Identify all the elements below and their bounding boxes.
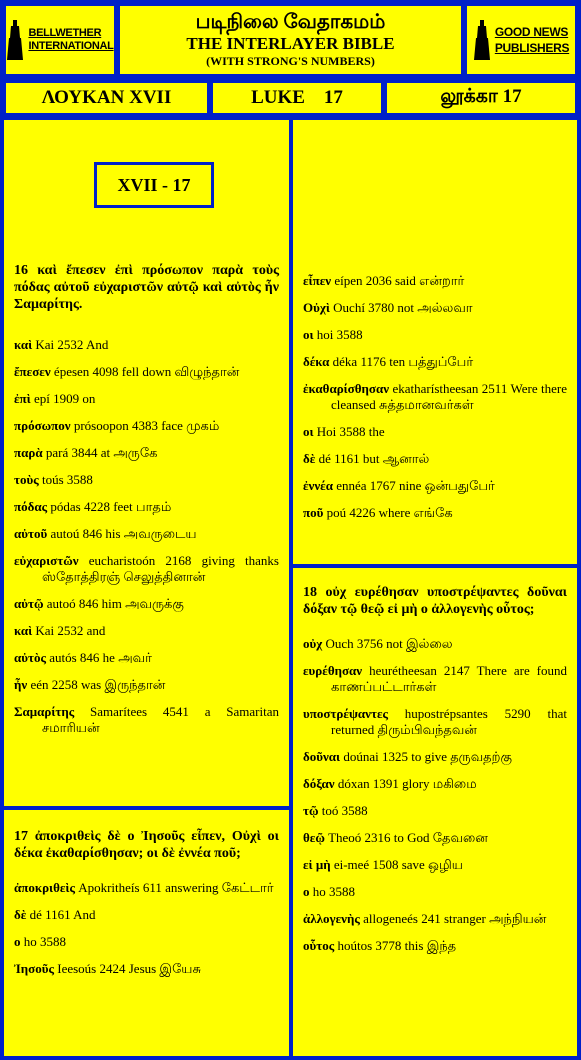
word-entry bbox=[303, 776, 567, 792]
word-gloss: dé 1161 but ஆனால் bbox=[315, 451, 430, 466]
word-gloss: autoó 846 him அவருக்கு bbox=[43, 596, 184, 611]
word-gloss: toó 3588 bbox=[318, 803, 368, 818]
tower-icon bbox=[6, 20, 24, 60]
title-subtitle: (WITH STRONG'S NUMBERS) bbox=[206, 54, 375, 68]
word-entry bbox=[14, 704, 279, 736]
logo-line-2: PUBLISHERS bbox=[494, 41, 570, 55]
title-block bbox=[117, 3, 464, 77]
word-entry bbox=[303, 505, 567, 521]
word-gloss: Samarítees 4541 a Samaritan சமாரியன் bbox=[42, 704, 279, 735]
greek-word: δὲ bbox=[14, 907, 27, 922]
greek-word: τῷ bbox=[303, 803, 319, 818]
word-gloss: Theoó 2316 to God தேவனை bbox=[324, 830, 488, 845]
word-gloss: autoú 846 his அவருடைய bbox=[47, 526, 197, 541]
greek-word: ευρέθησαν bbox=[303, 663, 363, 678]
word-entry bbox=[14, 418, 279, 434]
word-entry bbox=[14, 499, 279, 515]
word-entry bbox=[303, 424, 567, 440]
word-entry bbox=[14, 472, 279, 488]
word-gloss: heurétheesan 2147 There are found காணப்பட்டார்கள் bbox=[331, 663, 567, 694]
word-gloss: ennéa 1767 nine ஒன்பதுபேர் bbox=[332, 478, 495, 493]
greek-word: δόξαν bbox=[303, 776, 335, 791]
word-entry bbox=[14, 650, 279, 666]
greek-word: ἦν bbox=[14, 677, 28, 692]
nav-tamil[interactable]: லூக்கா 17 bbox=[384, 80, 578, 116]
nav-english[interactable]: LUKE 17 bbox=[210, 80, 384, 116]
greek-word: ἐκαθαρίσθησαν bbox=[303, 381, 390, 396]
word-entry bbox=[14, 553, 279, 585]
word-gloss: prósoopon 4383 face முகம் bbox=[70, 418, 220, 433]
word-gloss: Ouch 3756 not இல்லை bbox=[322, 636, 453, 651]
word-gloss: hupostrépsantes 5290 that returned திரும்பிவந்தவன் bbox=[331, 706, 567, 737]
greek-word: υποστρέψαντες bbox=[303, 706, 388, 721]
word-gloss: doúnai 1325 to give தருவதற்கு bbox=[340, 749, 512, 764]
logo-line-1: BELLWETHER bbox=[28, 27, 102, 39]
word-entry bbox=[303, 884, 567, 900]
tower-icon bbox=[473, 20, 491, 60]
word-entry bbox=[303, 354, 567, 370]
greek-word: αὐτὸς bbox=[14, 650, 46, 665]
greek-word: ἐννέα bbox=[303, 478, 333, 493]
greek-word: πόδας bbox=[14, 499, 48, 514]
verse-16-panel bbox=[4, 120, 289, 806]
word-gloss: dóxan 1391 glory மகிமை bbox=[334, 776, 477, 791]
nav-greek[interactable]: ΛΟΥΚΑΝ XVII bbox=[3, 80, 210, 116]
goodnews-logo bbox=[464, 3, 578, 77]
word-entry bbox=[303, 636, 567, 652]
word-gloss: autós 846 he அவர் bbox=[45, 650, 152, 665]
greek-word: εἶπεν bbox=[303, 273, 332, 288]
word-entry bbox=[303, 381, 567, 413]
word-gloss: pará 3844 at அருகே bbox=[42, 445, 158, 460]
word-entry bbox=[14, 391, 279, 407]
greek-word: ἐπὶ bbox=[14, 391, 31, 406]
greek-word: καὶ bbox=[14, 337, 33, 352]
word-gloss: hoi 3588 bbox=[313, 327, 363, 342]
greek-word: οὐχ bbox=[303, 636, 323, 651]
logo-line-2: INTERNATIONAL bbox=[28, 40, 114, 52]
word-gloss: poú 4226 where எங்கே bbox=[323, 505, 453, 520]
verse-18-panel bbox=[293, 568, 577, 1056]
word-gloss: ho 3588 bbox=[309, 884, 355, 899]
word-entry bbox=[14, 526, 279, 542]
greek-word: δὲ bbox=[303, 451, 316, 466]
greek-word: αὐτῷ bbox=[14, 596, 44, 611]
word-gloss: Ouchí 3780 not அல்லவா bbox=[329, 300, 473, 315]
word-entry bbox=[303, 478, 567, 494]
word-gloss: epí 1909 on bbox=[30, 391, 96, 406]
chapter-badge: XVII - 17 bbox=[94, 162, 214, 208]
word-gloss: épesen 4098 fell down விழுந்தான் bbox=[50, 364, 240, 379]
word-gloss: pódas 4228 feet பாதம் bbox=[47, 499, 172, 514]
word-entry bbox=[14, 934, 279, 950]
word-entry bbox=[303, 300, 567, 316]
greek-word: ἀλλογενὴς bbox=[303, 911, 360, 926]
word-entry bbox=[14, 337, 279, 353]
greek-word: οι bbox=[303, 327, 314, 342]
word-gloss: toús 3588 bbox=[38, 472, 93, 487]
word-entry bbox=[303, 451, 567, 467]
greek-word: θεῷ bbox=[303, 830, 325, 845]
word-entry bbox=[14, 677, 279, 693]
greek-word: εὐχαριστῶν bbox=[14, 553, 79, 568]
greek-word: Σαμαρίτης bbox=[14, 704, 75, 719]
word-entry bbox=[303, 749, 567, 765]
word-gloss: Ieesoús 2424 Jesus இயேசு bbox=[54, 961, 201, 976]
word-entry bbox=[303, 706, 567, 738]
greek-word: ποῦ bbox=[303, 505, 324, 520]
word-entry bbox=[303, 857, 567, 873]
word-gloss: ekatharístheesan 2511 Were there cleansed சுத்தமானவர்கள் bbox=[331, 381, 567, 412]
word-gloss: ho 3588 bbox=[20, 934, 66, 949]
word-entry bbox=[303, 938, 567, 954]
title-tamil: படிநிலை வேதாகமம் bbox=[195, 11, 386, 33]
title-english: THE INTERLAYER BIBLE bbox=[186, 34, 395, 53]
verse-16-text: 16 καὶ ἔπεσεν ἐπὶ πρόσωπον παρὰ τοὺς πόδας αὐτοῦ εὐχαριστῶν αὐτῷ καὶ αὐτὸς ἦν Σαμαρίτης. bbox=[14, 263, 279, 312]
word-entry bbox=[303, 273, 567, 289]
word-entry bbox=[14, 596, 279, 612]
greek-word: τοὺς bbox=[14, 472, 39, 487]
word-entry bbox=[14, 364, 279, 380]
word-entry bbox=[14, 907, 279, 923]
verse-17-text: 17 ἀποκριθεὶς δὲ ο Ἰησοῦς εἶπεν, Οὐχὶ οι δέκα ἐκαθαρίσθησαν; οι δὲ ἐννέα ποῦ; bbox=[14, 829, 279, 861]
greek-word: εἰ μὴ bbox=[303, 857, 331, 872]
word-entry bbox=[14, 961, 279, 977]
word-entry bbox=[303, 663, 567, 695]
greek-word: ο bbox=[14, 934, 21, 949]
greek-word: οὗτος bbox=[303, 938, 335, 953]
greek-word: ἀποκριθεὶς bbox=[14, 880, 75, 895]
verse-18-text: 18 οὐχ ευρέθησαν υποστρέψαντες δοῦναι δόξαν τῷ θεῷ εἰ μὴ ο ἀλλογενὴς οὗτος; bbox=[303, 585, 567, 617]
greek-word: αὐτοῦ bbox=[14, 526, 48, 541]
word-gloss: Kai 2532 and bbox=[32, 623, 106, 638]
word-gloss: hoútos 3778 this இந்த bbox=[334, 938, 457, 953]
word-gloss: déka 1176 ten பத்துப்பேர் bbox=[329, 354, 474, 369]
verse-17-continued-panel bbox=[293, 120, 577, 564]
greek-word: δέκα bbox=[303, 354, 330, 369]
greek-word: Οὐχὶ bbox=[303, 300, 330, 315]
greek-word: Ἰησοῦς bbox=[14, 961, 54, 976]
word-entry bbox=[14, 445, 279, 461]
word-gloss: Kai 2532 And bbox=[32, 337, 109, 352]
word-gloss: eén 2258 was இருந்தான் bbox=[27, 677, 166, 692]
greek-word: οι bbox=[303, 424, 314, 439]
word-gloss: eípen 2036 said என்றார் bbox=[331, 273, 465, 288]
logo-line-1: GOOD NEWS bbox=[494, 25, 569, 39]
word-gloss: Hoi 3588 the bbox=[313, 424, 385, 439]
word-gloss: Apokritheís 611 answering கேட்டார் bbox=[74, 880, 274, 895]
greek-word: πρόσωπον bbox=[14, 418, 71, 433]
word-gloss: dé 1161 And bbox=[26, 907, 96, 922]
greek-word: ο bbox=[303, 884, 310, 899]
word-gloss: allogeneés 241 stranger அந்நியன் bbox=[359, 911, 547, 926]
greek-word: δοῦναι bbox=[303, 749, 341, 764]
word-entry bbox=[303, 911, 567, 927]
greek-word: ἔπεσεν bbox=[14, 364, 51, 379]
word-entry bbox=[14, 880, 279, 896]
word-entry bbox=[303, 830, 567, 846]
word-entry bbox=[303, 803, 567, 819]
greek-word: καὶ bbox=[14, 623, 33, 638]
bellwether-logo bbox=[3, 3, 117, 77]
word-gloss: eucharistoón 2168 giving thanks ஸ்தோத்திரஞ் செலுத்தினான் bbox=[42, 553, 279, 584]
word-entry bbox=[14, 623, 279, 639]
word-gloss: ei-meé 1508 save ஒழிய bbox=[330, 857, 463, 872]
greek-word: παρὰ bbox=[14, 445, 43, 460]
verse-17-panel bbox=[4, 810, 289, 1056]
word-entry bbox=[303, 327, 567, 343]
